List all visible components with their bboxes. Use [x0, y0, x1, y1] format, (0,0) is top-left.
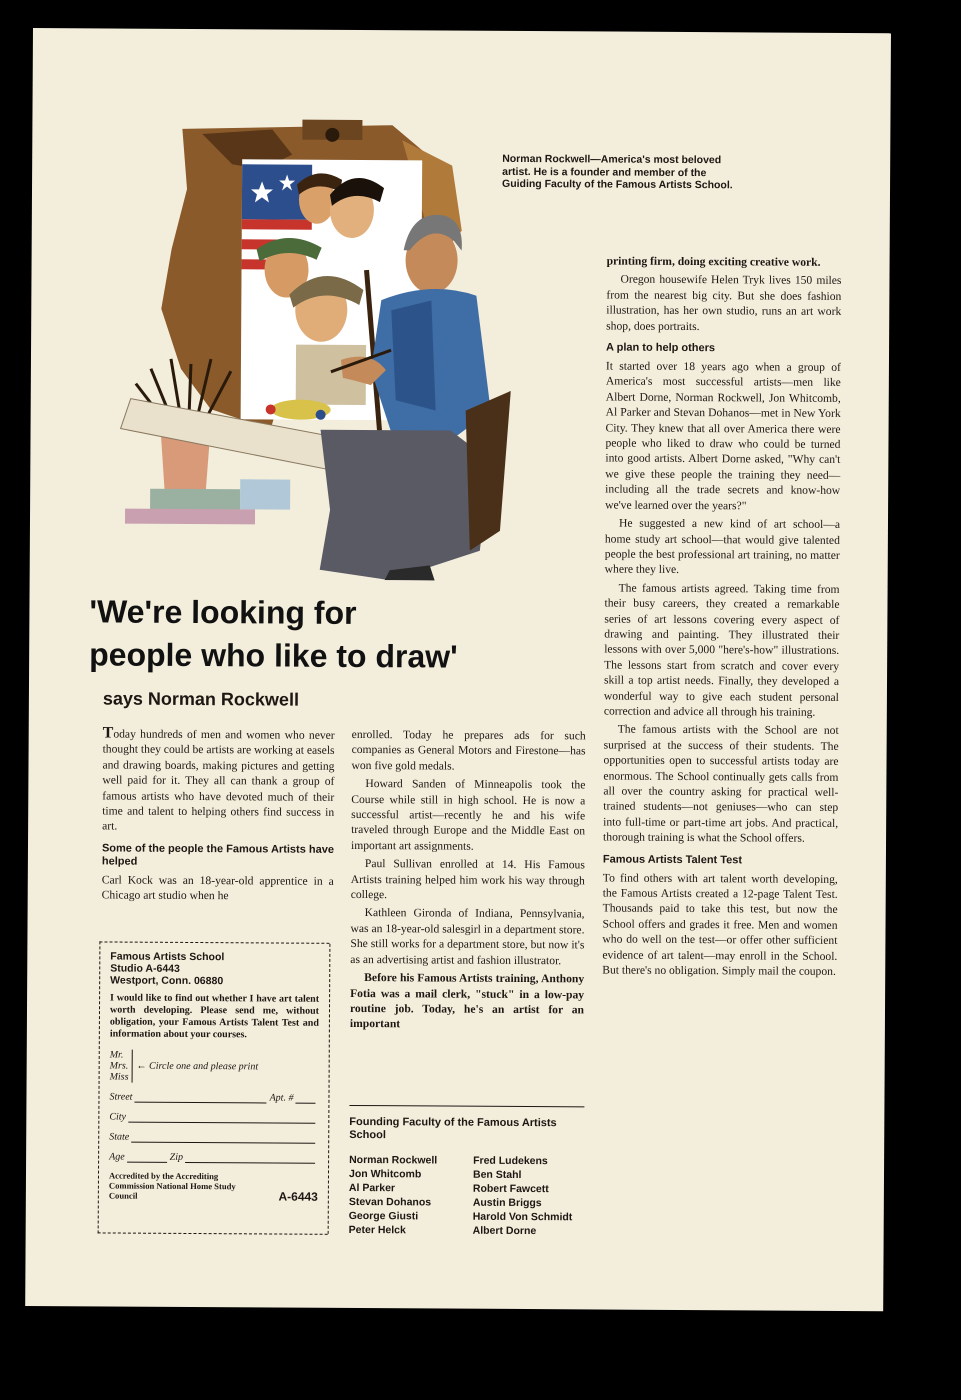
- anthony-fotia-paragraph: Before his Famous Artists training, Anthony Fotia was a mail clerk, "stuck" in a low-pay routine job. Today, he's an artist for an important: [349, 971, 585, 1031]
- article-column-3: [602, 254, 841, 983]
- founding-faculty-box: [349, 1105, 585, 1238]
- city-field[interactable]: City: [109, 1111, 318, 1123]
- carl-kock-paragraph: Carl Kock was an 18-year-old apprentice in a Chicago art studio when he: [101, 873, 334, 903]
- helen-tryk-paragraph: Oregon housewife Helen Tryk lives 150 miles from the nearest big city. But she does fashion illustration, has her own studio, runs an art work shop, does portraits.: [606, 272, 842, 333]
- intro-paragraph: Today hundreds of men and women who never thought they could be artists are working at easels and drawing boards, making pictures and getting well paid for it. They all can thank a group of famous artists who have devoted much of their time and talent to helping others find success in art.: [102, 724, 335, 833]
- ad-page: [25, 28, 891, 1311]
- subheadline: says Norman Rockwell: [102, 688, 300, 710]
- plan-paragraph-1: It started over 18 years ago when a group of America's most successful artists—men like Albert Dorne, Norman Rockwell, Jon Whitcomb, Al Parker and Stevan Dohanos—met in New York City. They knew that all over America there were people who liked to draw who could be turned into good artists. Albert Dorne asked, "Why can't we give these people the training they need—including all the trade secrets and know-how we've learned over the years?": [605, 359, 841, 513]
- title-mrs[interactable]: Mrs.: [109, 1060, 129, 1072]
- headline: [89, 590, 570, 679]
- anthony-fotia-continued: printing firm, doing exciting creative work.: [606, 254, 821, 269]
- mail-coupon[interactable]: [98, 941, 330, 1234]
- faculty-name: George Giusti: [348, 1209, 419, 1223]
- street-field[interactable]: Street Apt. #: [109, 1091, 318, 1103]
- faculty-name: Norman Rockwell: [349, 1153, 438, 1167]
- paul-sullivan-paragraph: Paul Sullivan enrolled at 14. His Famous Artists training helped him work his way through college.: [350, 857, 585, 902]
- state-field[interactable]: State: [109, 1131, 318, 1143]
- faculty-name: Al Parker: [348, 1181, 396, 1195]
- kathleen-gironda-paragraph: Kathleen Gironda of Indiana, Pennsylvania, was an 18-year-old salesgirl in a department store. She still works for a department store, but now it's as an advertising artist and fashion illustrator.: [350, 906, 585, 967]
- plan-paragraph-3: The famous artists agreed. Taking time from their busy careers, they created a remarkable series of art lessons covering every aspect of drawing and painting. They illustrated their lessons with over 5,000 "here's-how" illustrations. The lessons start from scratch and cover every skill a top artist needs. Finally, they developed a wonderful way to give each student personal correction and advice all through his training.: [603, 581, 840, 719]
- talent-test-paragraph: To find others with art talent worth developing, the Famous Artists created a 12-page Talent Test. Thousands paid to take this test, but now the School offers and grades it free. Men and women who do well on the test—or offer other sufficient evidence of art talent—may enroll in the School. But there's no obligation. Simply mail the coupon.: [602, 871, 838, 978]
- faculty-name: Jon Whitcomb: [348, 1167, 422, 1181]
- section-heading-talent-test: Famous Artists Talent Test: [602, 853, 743, 866]
- faculty-name: Fred Ludekens: [473, 1154, 548, 1168]
- coupon-address: Famous Artists School Studio A-6443 Westport, Conn. 06880: [110, 950, 225, 988]
- coupon-code: A-6443: [278, 1189, 318, 1204]
- accreditation-text: Accredited by the Accrediting Commission National Home Study Council: [108, 1170, 236, 1201]
- headline-line-2: people who like to draw': [89, 636, 458, 675]
- illustration-caption: Norman Rockwell—America's most beloved artist. He is a founder and member of the Guiding Faculty of the Famous Artists School.: [502, 152, 733, 192]
- plan-paragraph-4: The famous artists with the School are not surprised at the success of their students. The opportunities open to successful artists today are enormous. The School continually gets calls from all over the country asking for practical well-trained students—not geniuses—who can step into full-time or part-time art jobs. And practical, thorough training is what the School offers.: [603, 722, 839, 845]
- faculty-name: Harold Von Schmidt: [472, 1210, 573, 1224]
- title-mr[interactable]: Mr.: [109, 1049, 124, 1061]
- carl-kock-continued: enrolled. Today he prepares ads for such companies as General Motors and Firestone—has won five gold medals.: [351, 727, 586, 773]
- section-heading-plan: A plan to help others: [606, 341, 716, 355]
- title-miss[interactable]: Miss: [109, 1071, 129, 1083]
- circle-instruction: ← Circle one and please print: [136, 1060, 259, 1073]
- section-heading-helped: Some of the people the Famous Artists have helped: [101, 842, 335, 868]
- drop-cap: T: [102, 724, 114, 742]
- faculty-name: Robert Fawcett: [472, 1182, 549, 1196]
- coupon-request-text: I would like to find out whether I have art talent worth developing. Please send me, without obligation, your Famous Artists Talent Test and information about your courses.: [109, 992, 320, 1041]
- coupon-footer: [108, 1170, 318, 1204]
- age-zip-field[interactable]: Age Zip: [109, 1151, 318, 1163]
- faculty-list: [349, 1153, 585, 1238]
- howard-sanden-paragraph: Howard Sanden of Minneapolis took the Course while still in high school. He is now a successful artist—recently he and his wife traveled through Europe and the Middle East on important art assignments.: [350, 777, 586, 853]
- title-selector[interactable]: [110, 1049, 319, 1083]
- faculty-name: Austin Briggs: [472, 1196, 542, 1210]
- faculty-heading: Founding Faculty of the Famous Artists School: [349, 1115, 557, 1141]
- plan-paragraph-2: He suggested a new kind of art school—a home study art school—that would give talented people the best professional art training, no matter where they live.: [604, 516, 841, 577]
- faculty-name: Albert Dorne: [472, 1224, 537, 1238]
- faculty-name: Ben Stahl: [472, 1168, 522, 1182]
- headline-line-1: 'We're looking for: [89, 593, 357, 631]
- faculty-name: Peter Helck: [348, 1223, 406, 1237]
- norman-rockwell-illustration: [90, 108, 513, 581]
- faculty-name: Stevan Dohanos: [348, 1195, 432, 1209]
- article-column-1: [102, 725, 335, 907]
- article-column-2: [350, 727, 586, 1036]
